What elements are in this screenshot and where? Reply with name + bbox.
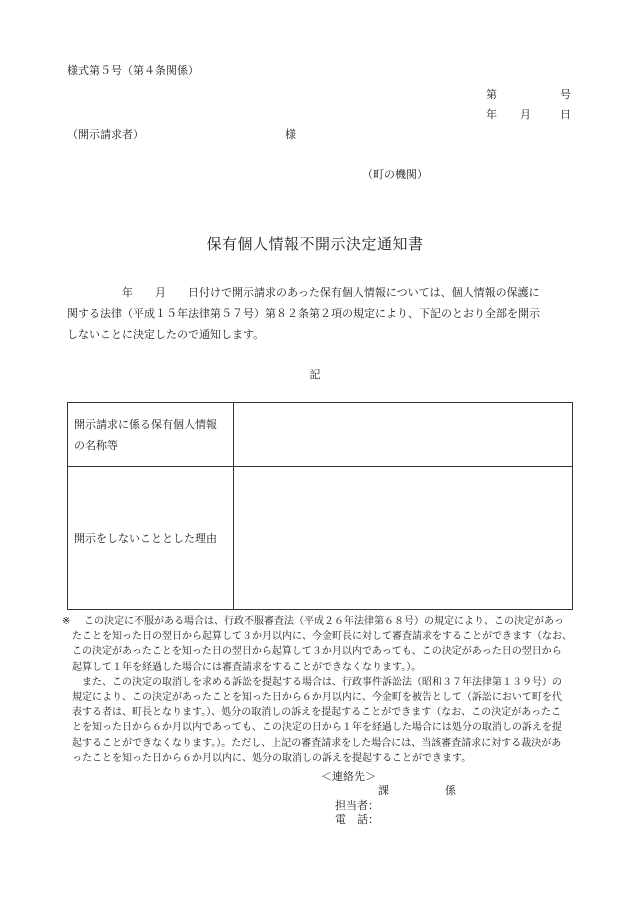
date-month: 月 (520, 108, 531, 121)
row1-label-a: 開示請求に係る保有個人情報 (74, 417, 217, 431)
notice-line (62, 614, 572, 629)
form-number: 様式第５号（第４条関係） (67, 64, 199, 77)
info-table (67, 402, 573, 610)
notice-block (62, 614, 572, 766)
contact-person: 担当者： (335, 799, 379, 812)
note-p2-l1: また、この決定の取消しを求める訴訟を提起する場合は、行政事件訴訟法（昭和３７年法律第１３９号）の (82, 676, 562, 688)
date-day: 日 (560, 108, 571, 121)
note-p1-l2: たことを知った日の翌日から起算して３か月以内に、今金町長に対して審査請求をすることができます（なお、 (72, 631, 572, 643)
row2-value (234, 467, 573, 610)
note-p2-l2: 規定により、この決定があったことを知った日から６か月以内に、今金町を被告として（訴訟において町を代 (72, 692, 562, 704)
table-row (68, 403, 573, 467)
body-paragraph (67, 282, 571, 345)
row1-value (234, 403, 573, 467)
note-p1-l1: この決定に不服がある場合は、行政不服審査法（平成２６年法律第６８号）の規定により、この決定があっ (84, 616, 564, 627)
document-title: 保有個人情報不開示決定通知書 (206, 235, 424, 253)
issuer: （町の機関） (362, 168, 428, 181)
contact-phone: 電 話： (335, 813, 379, 826)
note-p1-l3: この決定があったことを知った日の翌日から起算して３か月以内であっても、この決定があった日の翌日から (72, 646, 562, 658)
note-p1-l4: 起算して１年を経過した場合には審査請求をすることができなくなります。）。 (72, 661, 422, 673)
row2-label: 開示をしないこととした理由 (68, 467, 234, 610)
note-p2-l6: ったことを知った日から６か月以内に、処分の取消しの訴えを提起することができます。 (72, 752, 472, 764)
doc-number-suffix: 号 (560, 88, 571, 101)
body-line-3: しないことに決定したので通知します。 (67, 328, 265, 341)
contact-subsection: 係 (445, 784, 456, 797)
table-row (68, 467, 573, 610)
body-text-1: 日付けで開示請求のあった保有個人情報については、個人情報の保護に (188, 286, 540, 299)
row1-label (68, 403, 234, 467)
date-year: 年 (486, 108, 497, 121)
honorific: 様 (285, 128, 296, 141)
contact-heading: ＜連絡先＞ (321, 770, 376, 783)
note-p2-l5: 起することができなくなります。）。ただし、上記の審査請求をした場合には、当該審査請求に対する裁決があ (72, 737, 562, 749)
body-line-2: 関する法律（平成１５年法律第５７号）第８２条第２項の規定により、下記のとおり全部を開示 (67, 307, 540, 320)
note-mark: ※ (62, 616, 71, 627)
note-p2-l3: 表する者は、町長となります。）、処分の取消しの訴えを提起することができます（なお、この決定があったこ (72, 707, 562, 719)
requester-label: （開示請求者） (67, 128, 144, 141)
body-month: 月 (155, 286, 166, 299)
doc-number-prefix: 第 (486, 88, 497, 101)
row1-label-b: の名称等 (74, 438, 118, 452)
body-year: 年 (122, 286, 133, 299)
note-p2-l4: とを知った日から６か月以内であっても、この決定の日から１年を経過した場合には処分の取消しの訴えを提 (72, 722, 562, 734)
ki-heading: 記 (309, 368, 321, 381)
body-line-1 (67, 282, 571, 303)
contact-section: 課 (378, 784, 389, 797)
